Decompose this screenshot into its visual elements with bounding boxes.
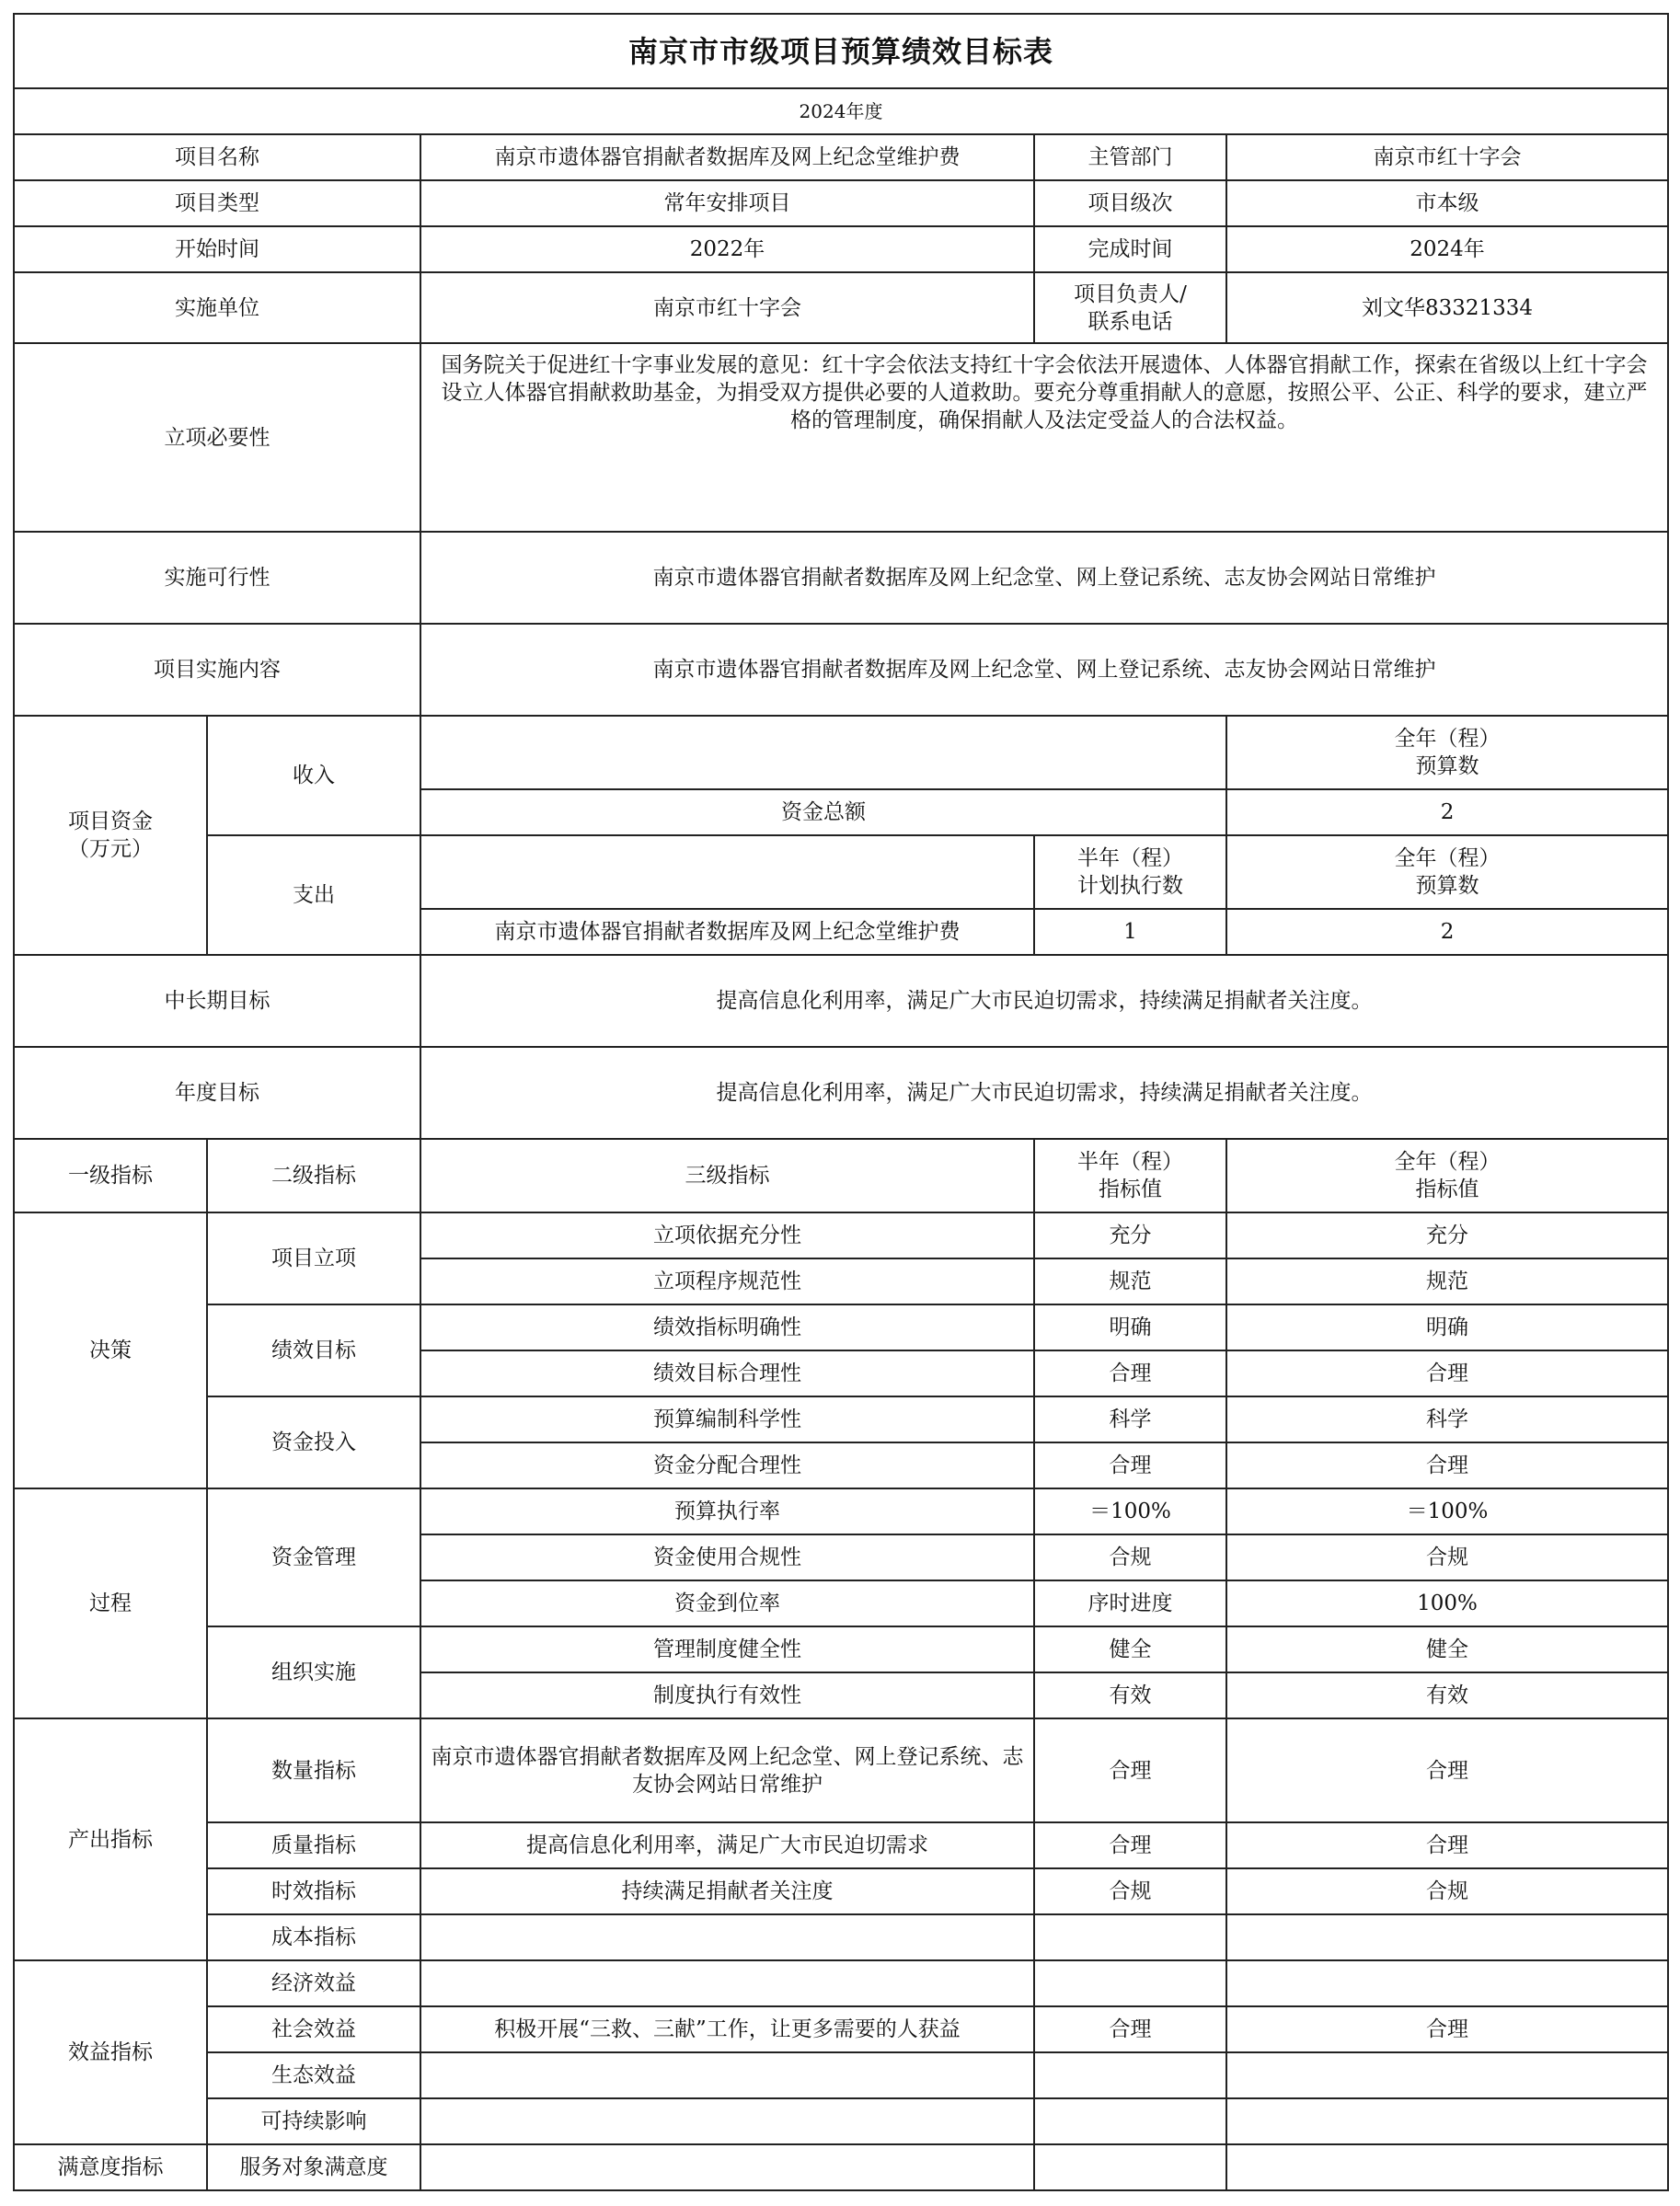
indicator-level3: 预算执行率 [420, 1488, 1034, 1534]
indicator-half-value: 合理 [1034, 2006, 1226, 2052]
indicator-half-value: 合理 [1034, 1442, 1226, 1488]
indicator-full-value: 合理 [1226, 1718, 1668, 1822]
indicator-half-value: 科学 [1034, 1396, 1226, 1442]
indicator-level2: 项目立项 [207, 1212, 420, 1304]
expense-half-value: 1 [1034, 909, 1226, 955]
indicator-half-value: 合规 [1034, 1868, 1226, 1914]
indicator-half-value [1034, 2098, 1226, 2144]
full-year-value-header-line2: 指标值 [1415, 1178, 1479, 1201]
implementing-unit-label: 实施单位 [14, 272, 420, 343]
income-budget-header [1226, 716, 1668, 789]
project-funds-label [14, 716, 207, 955]
project-leader-label-line2: 联系电话 [1087, 309, 1173, 334]
annual-goal-label: 年度目标 [14, 1047, 420, 1139]
expense-item-name: 南京市遗体器官捐献者数据库及网上纪念堂维护费 [420, 909, 1034, 955]
indicator-full-value: 合理 [1226, 1442, 1668, 1488]
project-type-label: 项目类型 [14, 180, 420, 226]
income-blank-cell [420, 716, 1226, 789]
indicator-level3: 立项程序规范性 [420, 1258, 1034, 1304]
indicator-half-value: 合理 [1034, 1718, 1226, 1822]
indicator-full-value: 合规 [1226, 1534, 1668, 1580]
indicator-level2: 经济效益 [207, 1960, 420, 2006]
end-time-label: 完成时间 [1034, 226, 1226, 272]
income-label: 收入 [207, 716, 420, 835]
feasibility-label: 实施可行性 [14, 532, 420, 624]
income-budget-header-line1: 全年（程） [1394, 727, 1501, 751]
indicator-full-value [1226, 1914, 1668, 1960]
indicator-full-value [1226, 2098, 1668, 2144]
department-label: 主管部门 [1034, 134, 1226, 180]
indicator-level2: 数量指标 [207, 1718, 420, 1822]
table-title: 南京市市级项目预算绩效目标表 [14, 14, 1668, 88]
indicator-half-value: 有效 [1034, 1672, 1226, 1718]
indicator-level2: 可持续影响 [207, 2098, 420, 2144]
necessity-label: 立项必要性 [14, 343, 420, 532]
implementing-unit-value: 南京市红十字会 [420, 272, 1034, 343]
indicator-level2: 绩效目标 [207, 1304, 420, 1396]
project-leader-label [1034, 272, 1226, 343]
indicator-half-value: 健全 [1034, 1626, 1226, 1672]
indicator-full-value: 明确 [1226, 1304, 1668, 1350]
indicator-level3: 资金分配合理性 [420, 1442, 1034, 1488]
project-level-value: 市本级 [1226, 180, 1668, 226]
indicator-full-value: 合规 [1226, 1868, 1668, 1914]
group-process: 过程 [14, 1488, 207, 1718]
end-time-value: 2024年 [1226, 226, 1668, 272]
implementation-content-label: 项目实施内容 [14, 624, 420, 716]
indicator-level3 [420, 2098, 1034, 2144]
full-year-value-header-line1: 全年（程） [1394, 1150, 1501, 1174]
indicator-level3 [420, 2144, 1034, 2190]
half-year-value-header [1034, 1139, 1226, 1212]
indicator-level2: 生态效益 [207, 2052, 420, 2098]
expense-half-header [1034, 835, 1226, 909]
indicator-level3: 南京市遗体器官捐献者数据库及网上纪念堂、网上登记系统、志友协会网站日常维护 [420, 1718, 1034, 1822]
annual-goal-text: 提高信息化利用率，满足广大市民迫切需求，持续满足捐献者关注度。 [420, 1047, 1668, 1139]
indicator-level3 [420, 2052, 1034, 2098]
indicator-full-value: 科学 [1226, 1396, 1668, 1442]
indicator-full-value: 健全 [1226, 1626, 1668, 1672]
indicator-level2: 质量指标 [207, 1822, 420, 1868]
indicator-level3: 预算编制科学性 [420, 1396, 1034, 1442]
indicator-half-value: ＝100% [1034, 1488, 1226, 1534]
full-year-value-header [1226, 1139, 1668, 1212]
expense-full-header-line1: 全年（程） [1394, 846, 1501, 870]
indicator-full-value: ＝100% [1226, 1488, 1668, 1534]
start-time-value: 2022年 [420, 226, 1034, 272]
level2-header: 二级指标 [207, 1139, 420, 1212]
indicator-level2: 资金管理 [207, 1488, 420, 1626]
indicator-half-value: 明确 [1034, 1304, 1226, 1350]
indicator-level3: 管理制度健全性 [420, 1626, 1034, 1672]
expense-full-value: 2 [1226, 909, 1668, 955]
expense-full-header-line2: 预算数 [1415, 874, 1479, 898]
indicator-half-value: 合理 [1034, 1350, 1226, 1396]
expense-full-header [1226, 835, 1668, 909]
indicator-full-value: 合理 [1226, 1350, 1668, 1396]
indicator-level3 [420, 1960, 1034, 2006]
department-value: 南京市红十字会 [1226, 134, 1668, 180]
indicator-level3: 资金到位率 [420, 1580, 1034, 1626]
expense-label: 支出 [207, 835, 420, 955]
indicator-half-value: 规范 [1034, 1258, 1226, 1304]
indicator-level3: 立项依据充分性 [420, 1212, 1034, 1258]
indicator-level3: 持续满足捐献者关注度 [420, 1868, 1034, 1914]
indicator-level3: 积极开展“三救、三献”工作，让更多需要的人获益 [420, 2006, 1034, 2052]
project-funds-label-line2: （万元） [68, 837, 153, 861]
group-decision: 决策 [14, 1212, 207, 1488]
indicator-level2: 社会效益 [207, 2006, 420, 2052]
income-budget-header-line2: 预算数 [1415, 754, 1479, 778]
long-term-goal-text: 提高信息化利用率，满足广大市民迫切需求，持续满足捐献者关注度。 [420, 955, 1668, 1047]
indicator-full-value: 合理 [1226, 1822, 1668, 1868]
feasibility-text: 南京市遗体器官捐献者数据库及网上纪念堂、网上登记系统、志友协会网站日常维护 [420, 532, 1668, 624]
indicator-level3 [420, 1914, 1034, 1960]
project-name-value: 南京市遗体器官捐献者数据库及网上纪念堂维护费 [420, 134, 1034, 180]
indicator-half-value: 合规 [1034, 1534, 1226, 1580]
half-year-value-header-line2: 指标值 [1099, 1178, 1162, 1201]
project-leader-value: 刘文华83321334 [1226, 272, 1668, 343]
project-name-label: 项目名称 [14, 134, 420, 180]
indicator-level2: 成本指标 [207, 1914, 420, 1960]
implementation-content-text: 南京市遗体器官捐献者数据库及网上纪念堂、网上登记系统、志友协会网站日常维护 [420, 624, 1668, 716]
project-type-value: 常年安排项目 [420, 180, 1034, 226]
indicator-full-value [1226, 2052, 1668, 2098]
indicator-level2: 组织实施 [207, 1626, 420, 1718]
indicator-level3: 绩效指标明确性 [420, 1304, 1034, 1350]
fiscal-year: 2024年度 [14, 88, 1668, 134]
project-funds-label-line1: 项目资金 [68, 810, 153, 833]
indicator-half-value [1034, 1914, 1226, 1960]
indicator-full-value: 100% [1226, 1580, 1668, 1626]
indicator-full-value: 合理 [1226, 2006, 1668, 2052]
performance-target-table [13, 13, 1669, 2191]
project-level-label: 项目级次 [1034, 180, 1226, 226]
total-funds-label: 资金总额 [420, 789, 1226, 835]
indicator-full-value [1226, 1960, 1668, 2006]
indicator-half-value: 合理 [1034, 1822, 1226, 1868]
indicator-half-value: 充分 [1034, 1212, 1226, 1258]
necessity-text: 国务院关于促进红十字事业发展的意见：红十字会依法支持红十字会依法开展遗体、人体器官捐献工作，探索在省级以上红十字会设立人体器官捐献救助基金，为捐受双方提供必要的人道救助。要充分尊重捐献人的意愿，按照公平、公正、科学的要求，建立严格的管理制度，确保捐献人及法定受益人的合法权益。 [420, 343, 1668, 532]
indicator-full-value: 充分 [1226, 1212, 1668, 1258]
indicator-level3: 提高信息化利用率，满足广大市民迫切需求 [420, 1822, 1034, 1868]
half-year-value-header-line1: 半年（程） [1077, 1150, 1183, 1174]
indicator-half-value: 序时进度 [1034, 1580, 1226, 1626]
group-satisfaction: 满意度指标 [14, 2144, 207, 2190]
expense-half-header-line2: 计划执行数 [1077, 874, 1183, 898]
indicator-level3: 资金使用合规性 [420, 1534, 1034, 1580]
total-funds-value: 2 [1226, 789, 1668, 835]
project-leader-label-line1: 项目负责人/ [1074, 281, 1187, 306]
indicator-half-value [1034, 1960, 1226, 2006]
long-term-goal-label: 中长期目标 [14, 955, 420, 1047]
indicator-level3: 制度执行有效性 [420, 1672, 1034, 1718]
indicator-level2: 时效指标 [207, 1868, 420, 1914]
group-output: 产出指标 [14, 1718, 207, 1960]
level1-header: 一级指标 [14, 1139, 207, 1212]
group-benefit: 效益指标 [14, 1960, 207, 2144]
expense-half-header-line1: 半年（程） [1077, 846, 1183, 870]
indicator-full-value: 规范 [1226, 1258, 1668, 1304]
indicator-half-value [1034, 2144, 1226, 2190]
level3-header: 三级指标 [420, 1139, 1034, 1212]
indicator-half-value [1034, 2052, 1226, 2098]
expense-blank-cell [420, 835, 1034, 909]
indicator-full-value: 有效 [1226, 1672, 1668, 1718]
indicator-full-value [1226, 2144, 1668, 2190]
indicator-level3: 绩效目标合理性 [420, 1350, 1034, 1396]
indicator-level2: 服务对象满意度 [207, 2144, 420, 2190]
indicator-level2: 资金投入 [207, 1396, 420, 1488]
start-time-label: 开始时间 [14, 226, 420, 272]
